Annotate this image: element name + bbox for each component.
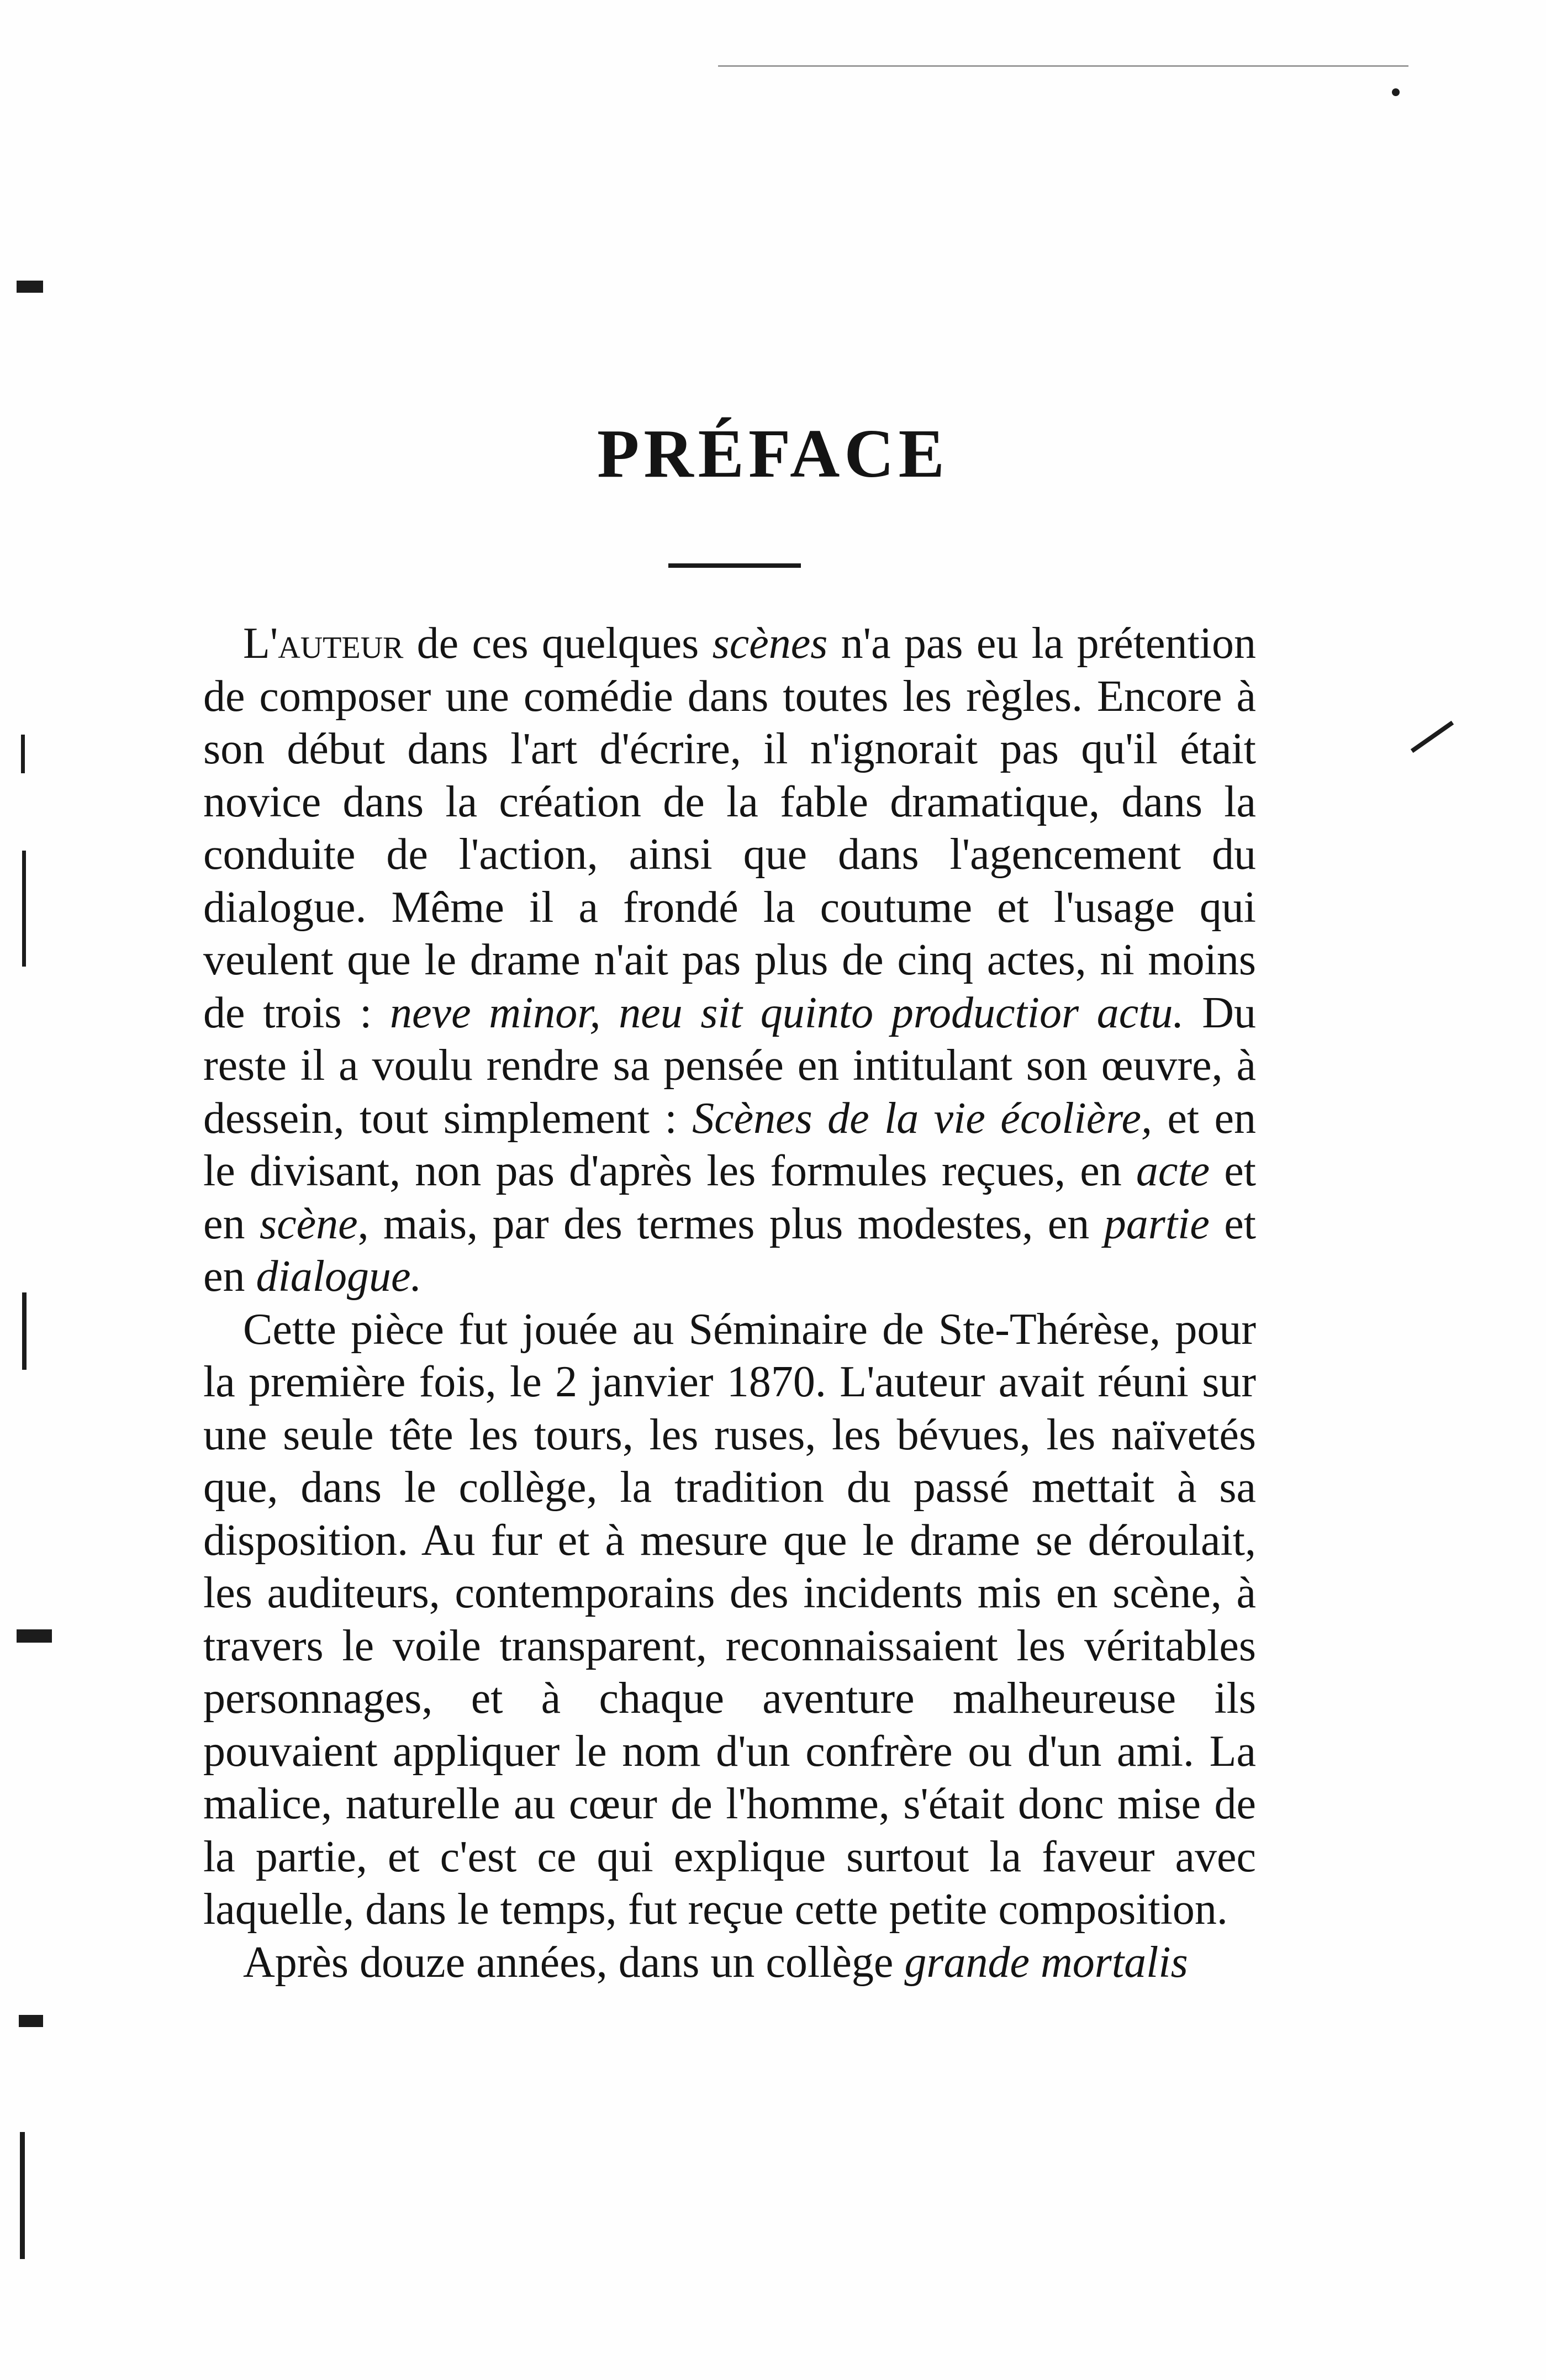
italic-run: grande mortalis	[904, 1938, 1188, 1987]
text-run: et en	[203, 1199, 1256, 1301]
scan-mark	[22, 1292, 27, 1370]
paragraph-1	[203, 618, 1256, 1304]
scan-mark	[17, 281, 43, 293]
lead-word: L'auteur	[243, 619, 404, 668]
italic-run: partie	[1104, 1199, 1210, 1248]
italic-run: acte	[1136, 1147, 1210, 1195]
scan-mark	[22, 851, 26, 967]
scan-mark	[19, 2015, 43, 2027]
paragraph-3	[203, 1936, 1256, 1990]
work-title: Scènes de la vie écolière,	[692, 1094, 1152, 1143]
body-text	[203, 618, 1256, 1989]
scan-mark	[17, 1629, 52, 1643]
text-run: Après douze années, dans un collège	[243, 1938, 905, 1987]
italic-run: scène	[259, 1199, 358, 1248]
scan-mark	[1392, 88, 1400, 96]
italic-run: scènes	[712, 619, 828, 668]
page-title: PRÉFACE	[597, 416, 949, 492]
text-run: Du reste il a voulu rendre sa pensée en intitulant son œuvre, à dessein, tout simplement :	[203, 988, 1256, 1143]
paragraph-2: Cette pièce fut jouée au Séminaire de Ste-Thérèse, pour la première fois, le 2 janvier 1870. L'auteur avait réuni sur une seule tête les tours, les ruses, les bévues, les naïvetés que, dans le collège, la tradition du passé mettait à sa disposition. Au fur et à mesure que le drame se déroulait, les auditeurs, contemporains des incidents mis en scène, à travers le voile transparent, reconnaissaient les véritables personnages, et à chaque aventure malheureuse ils pouvaient appliquer le nom d'un confrère ou d'un ami. La malice, naturelle au cœur de l'homme, s'était donc mise de la partie, et c'est ce qui explique surtout la faveur avec laquelle, dans le temps, fut reçue cette petite composition.	[203, 1305, 1256, 1934]
italic-run: dialogue.	[256, 1252, 422, 1301]
scan-mark	[21, 735, 25, 773]
scan-mark	[20, 2132, 25, 2259]
text-run: n'a pas eu la prétention de composer une comédie dans toutes les règles. Encore à son début dans l'art d'écrire, il n'ignorait pas qu'il était novice dans la création de la fable dramatique, dans la conduite de l'action, ainsi que dans l'agencement du dialogue. Même il a frondé la coutume et l'usage qui veulent que le drame n'ait pas plus de cinq actes, ni moins de trois :	[203, 619, 1257, 1037]
text-run: , mais, par des termes plus modestes, en	[357, 1199, 1104, 1248]
latin-quote: neve minor, neu sit quinto productior actu.	[390, 988, 1184, 1037]
text-run: de ces quelques	[403, 619, 713, 668]
text-run: et en le divisant, non pas d'après les formules reçues, en	[203, 1094, 1257, 1195]
text-run: et en	[203, 1147, 1256, 1248]
scan-mark	[1411, 721, 1454, 753]
title-rule	[668, 563, 801, 568]
scan-mark	[718, 65, 1408, 67]
